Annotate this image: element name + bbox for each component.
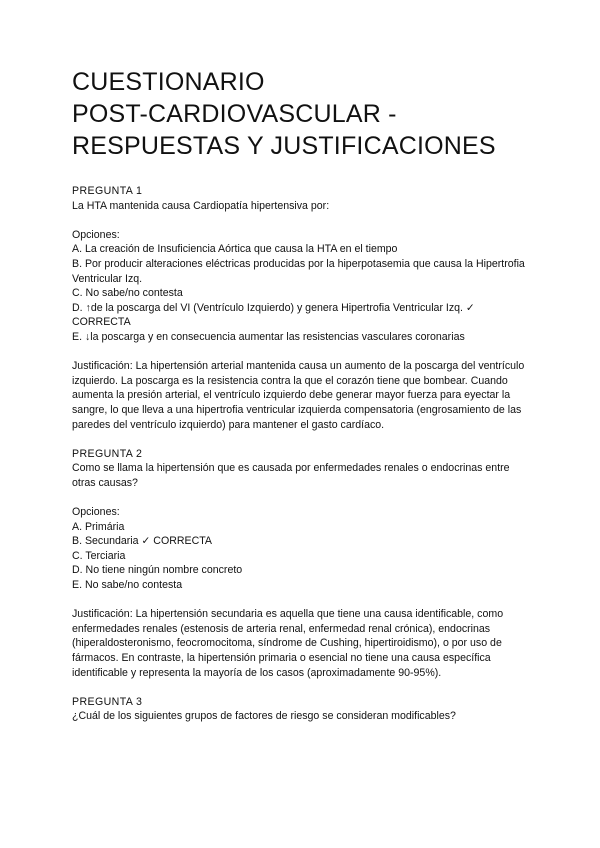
option-b: B. Secundaria ✓ CORRECTA bbox=[72, 535, 212, 548]
option-d: D. ↑de la poscarga del VI (Ventrículo Izquierdo) y genera Hipertrofia Ventricular Izq. ✓ CORRECTA bbox=[72, 301, 475, 329]
options-label: Opciones: bbox=[72, 228, 120, 241]
justification: Justificación: La hipertensión secundaria es aquella que tiene una causa identificable, como enfermedades renales (estenosis de arteria renal, enfermedad renal crónica), endocrinas (hiperaldosteronismo, feocromocitoma, síndrome de Cushing, hipertiroidismo), o por uso de fármacos. En contraste, la hipertensión primaria o esencial no tiene una causa específica identificable y representa la mayoría de los casos (aproximadamente 90-95%). bbox=[72, 608, 504, 679]
options-label: Opciones: bbox=[72, 506, 120, 519]
options-section bbox=[72, 228, 528, 345]
question-3 bbox=[72, 695, 528, 724]
justification: Justificación: La hipertensión arterial mantenida causa un aumento de la poscarga del ventrículo izquierdo. La poscarga es la resistencia contra la que el corazón tiene que bombear. Cuando aumenta la presión arterial, el ventrículo izquierdo debe generar mayor fuerza para eyectar la sangre, lo que lleva a una hipertrofia ventricular izquierda compensatoria (engrosamiento de las paredes del ventrículo izquierdo) para mantener el gasto cardíaco. bbox=[72, 360, 525, 431]
question-1 bbox=[72, 184, 528, 432]
option-c: C. Terciaria bbox=[72, 549, 126, 562]
question-label: PREGUNTA 1 bbox=[72, 185, 143, 197]
options-list bbox=[72, 520, 528, 593]
question-label: PREGUNTA 3 bbox=[72, 695, 143, 708]
question-text: Como se llama la hipertensión que es causada por enfermedades renales o endocrinas entre otras causas? bbox=[72, 462, 510, 489]
options-list bbox=[72, 242, 528, 344]
document-title bbox=[72, 66, 528, 162]
question-text: ¿Cuál de los siguientes grupos de factores de riesgo se consideran modificables? bbox=[72, 710, 456, 723]
question-2 bbox=[72, 447, 528, 681]
option-a: A. La creación de Insuficiencia Aórtica que causa la HTA en el tiempo bbox=[72, 243, 398, 256]
option-c: C. No sabe/no contesta bbox=[72, 287, 183, 300]
option-e: E. No sabe/no contesta bbox=[72, 579, 183, 592]
title-line-3: RESPUESTAS Y JUSTIFICACIONES bbox=[72, 132, 496, 160]
option-e: E. ↓la poscarga y en consecuencia aumentar las resistencias vasculares coronarias bbox=[72, 330, 465, 343]
question-text: La HTA mantenida causa Cardiopatía hipertensiva por: bbox=[72, 199, 330, 212]
title-line-1: CUESTIONARIO bbox=[72, 68, 265, 96]
question-label: PREGUNTA 2 bbox=[72, 447, 143, 460]
option-d: D. No tiene ningún nombre concreto bbox=[72, 564, 243, 577]
title-line-2: POST-CARDIOVASCULAR - bbox=[72, 100, 397, 128]
option-b: B. Por producir alteraciones eléctricas producidas por la hiperpotasemia que causa la Hipertrofia Ventricular Izq. bbox=[72, 257, 525, 285]
options-section bbox=[72, 505, 528, 593]
option-a: A. Primária bbox=[72, 520, 125, 533]
